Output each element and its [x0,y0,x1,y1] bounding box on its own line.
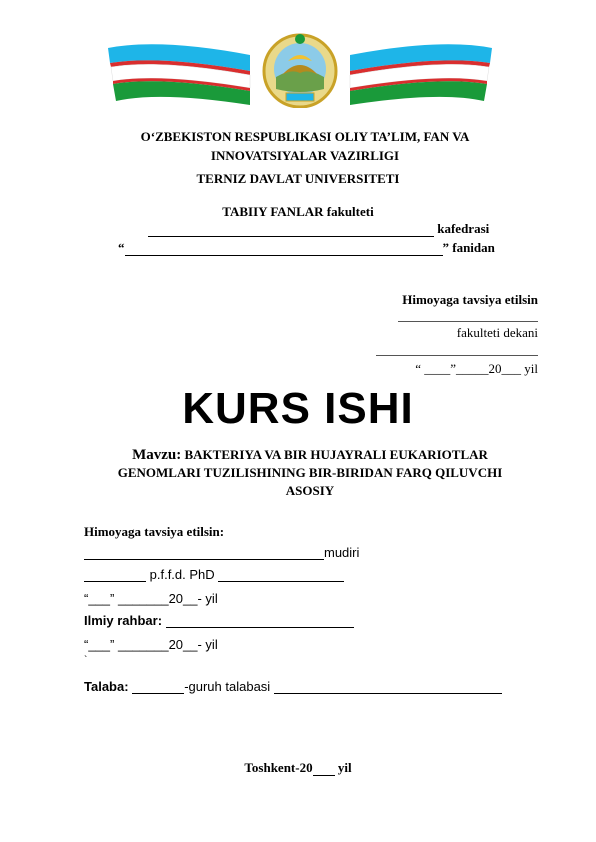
supervisor-blank [166,627,354,628]
topic-label: Mavzu: [132,447,182,463]
approval-date: “ ____”_____20___ yil [415,361,538,376]
phd-line [84,567,344,582]
kafedra-suffix: kafedrasi [434,221,490,236]
university-name: TERNIZ DAVLAT UNIVERSITETI [196,171,400,186]
topic-block [100,446,520,500]
ministry-name: O‘ZBEKISTON RESPUBLIKASI OLIY TA’LIM, FAN VA INNOVATSIYALAR VAZIRLIGI [140,129,470,163]
student-group: -guruh talabasi [184,679,271,694]
year-suffix: yil [334,760,352,775]
student-line [84,679,502,694]
approval-heading: Himoyaga tavsiya etilsin [402,292,538,307]
stray-mark: ` [84,655,88,666]
defense-date-2: “___” _______20__- yil [84,637,218,652]
subject-open-quote: “ [118,240,125,255]
kafedra-line [148,221,489,237]
supervisor-label: Ilmiy rahbar: [84,613,163,628]
defense-heading: Himoyaga tavsiya etilsin: [84,524,225,539]
year-blank [313,775,335,776]
topic-text: BAKTERIYA VA BIR HUJAYRALI EUKARIOTLAR GENOMLARI TUZILISHINING BIR-BIRIDAN FARQ QILUVCHI ASOSIY [117,447,503,498]
head-role: mudiri [324,545,360,560]
phd-blank-right [218,581,344,582]
faculty-name: TABIIY FANLAR fakulteti [222,204,374,219]
document-title: KURS ISHI [182,384,414,433]
phd-blank-left [84,581,146,582]
head-of-dept-line [84,545,359,560]
subject-blank [125,255,443,256]
subject-suffix: ” fanidan [442,240,495,255]
state-emblem-banner [100,33,500,108]
approval-dean: fakulteti dekani [456,325,538,340]
approval-faculty-blank [398,321,538,322]
city-year-text: Toshkent-20 [244,760,313,775]
defense-date-1: “___” _______20__- yil [84,591,218,606]
subject-line [118,240,495,256]
phd-title: p.f.f.d. PhD [149,567,215,582]
approval-signature-blank [376,355,538,356]
head-blank [84,559,324,560]
city-year [0,760,596,776]
group-blank [132,693,184,694]
kafedra-blank [148,236,434,237]
student-name-blank [274,693,502,694]
supervisor-line [84,613,354,628]
student-label: Talaba: [84,679,129,694]
